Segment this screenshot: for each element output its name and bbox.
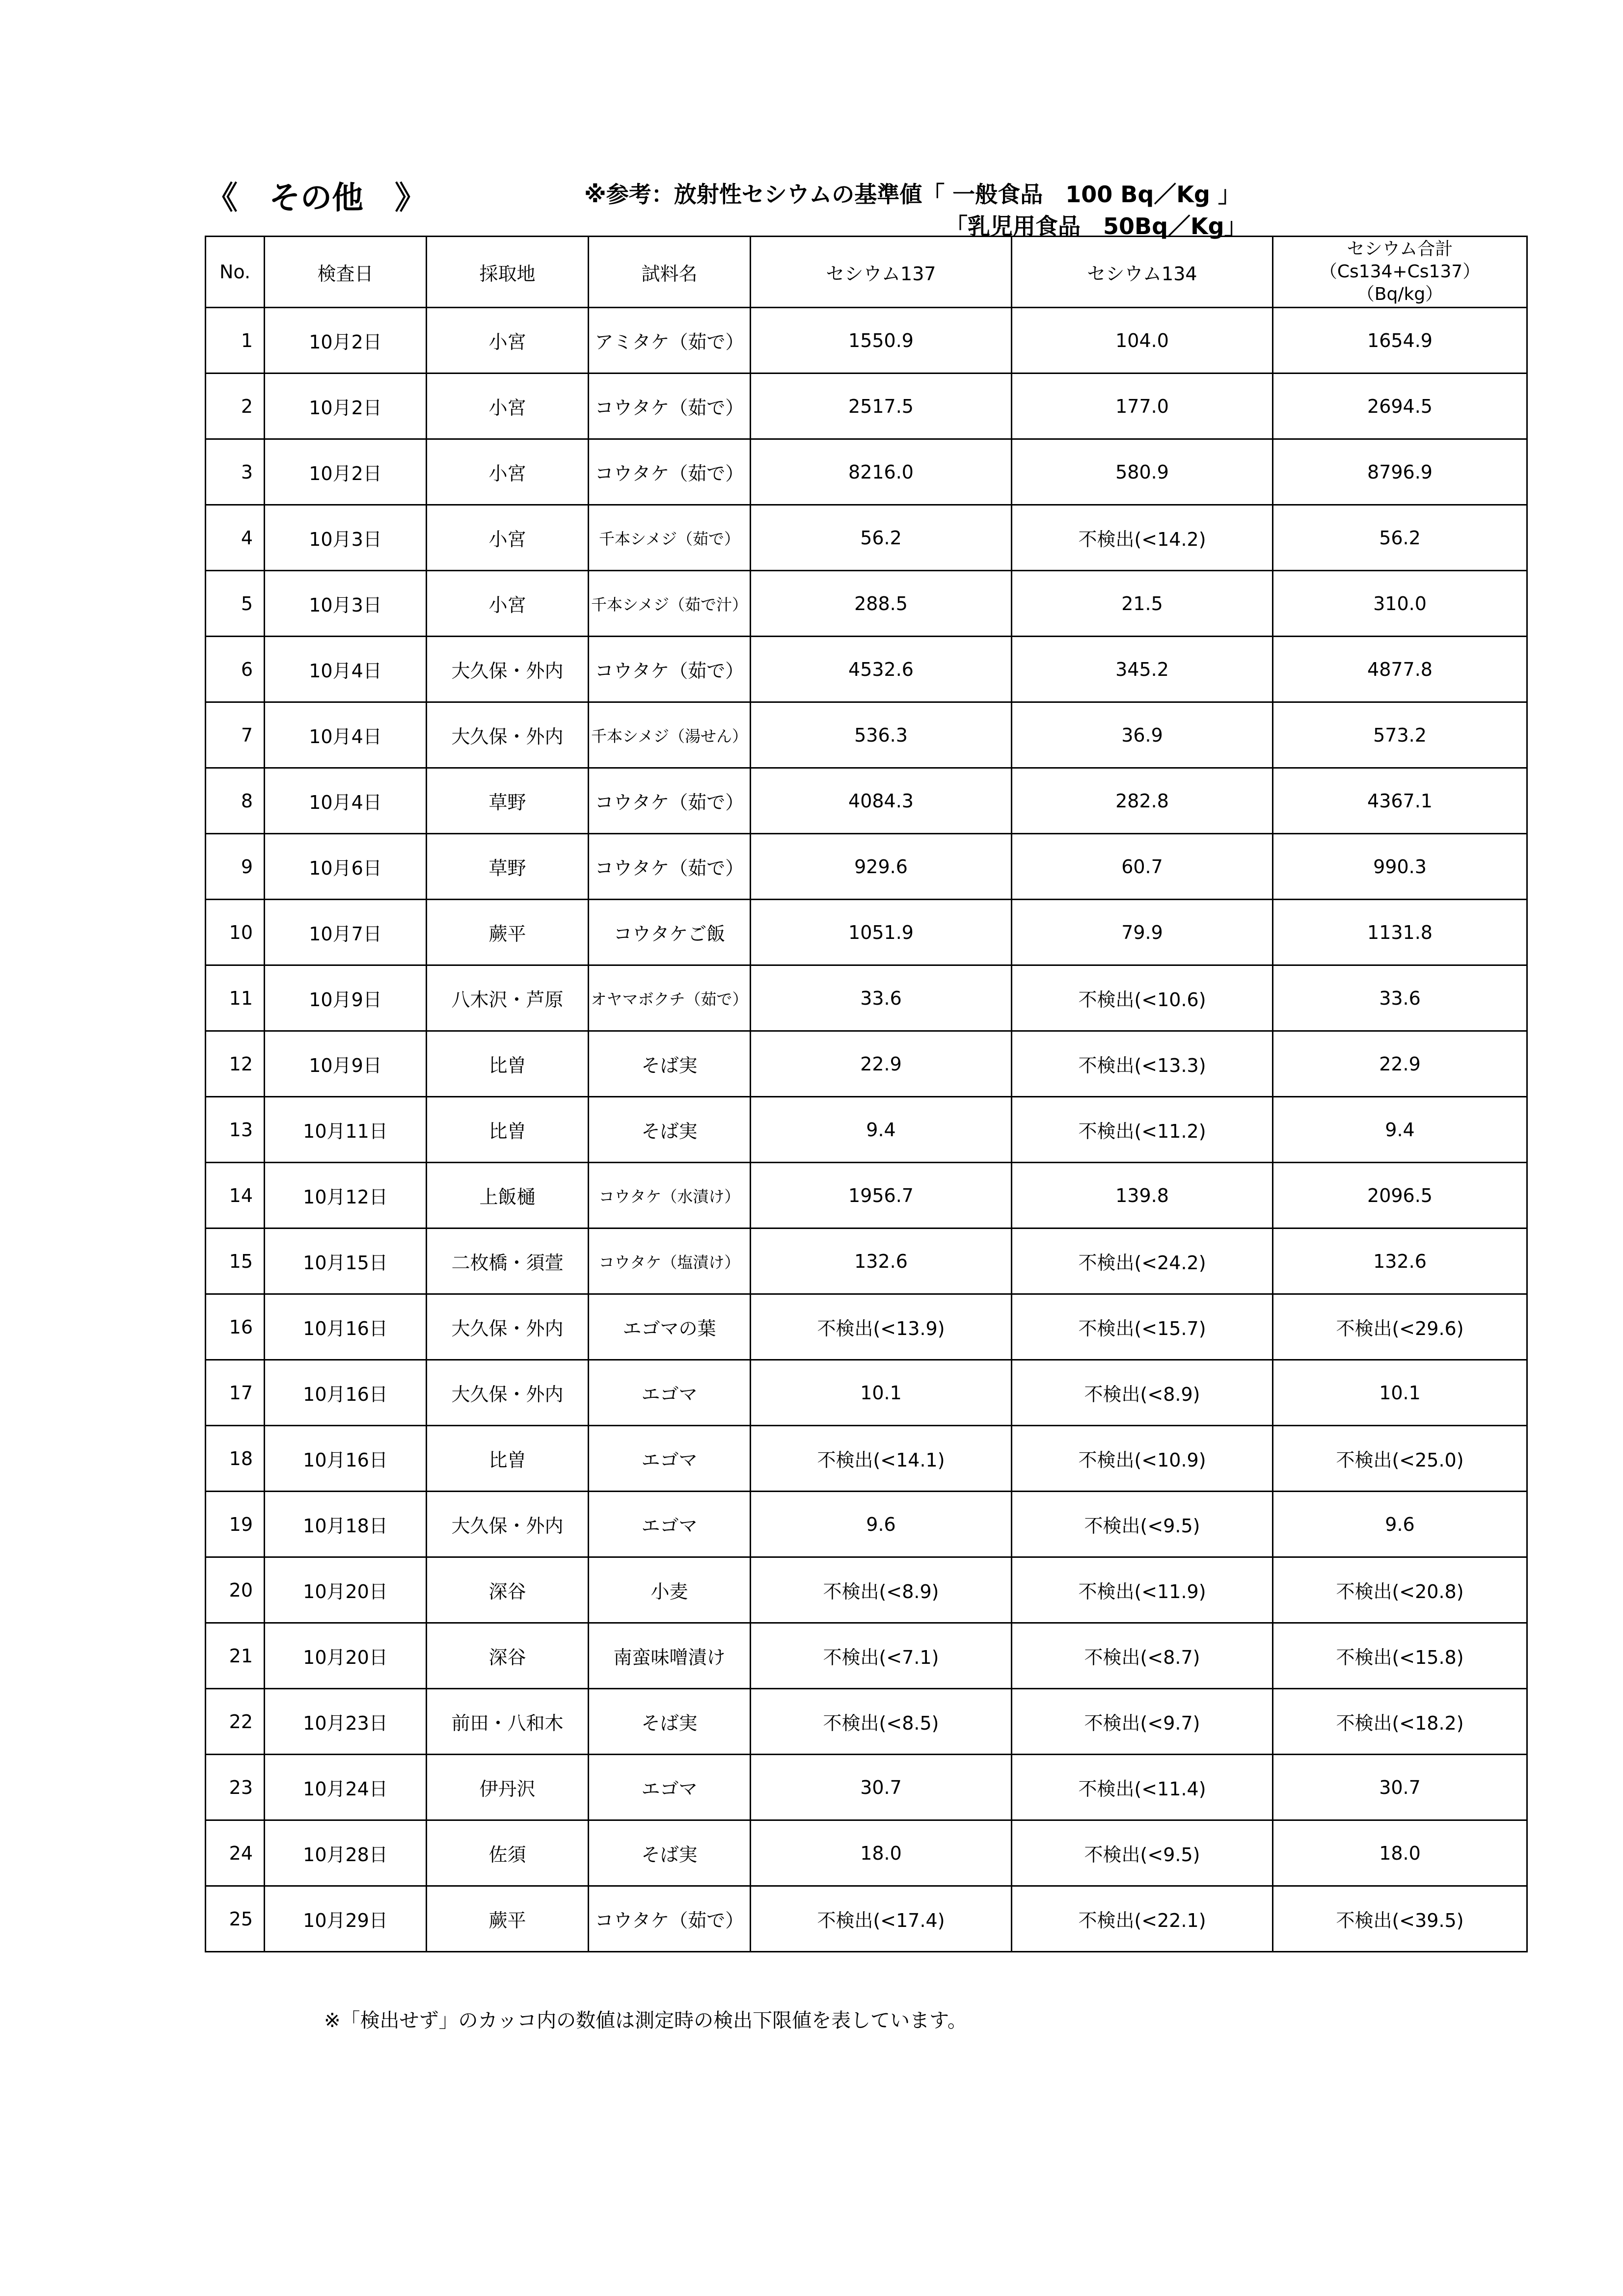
cell-sample: そば実	[589, 1689, 751, 1755]
cell-location: 比曽	[427, 1031, 589, 1097]
cell-total: 不検出(<15.8)	[1273, 1623, 1527, 1689]
cell-location: 小宮	[427, 374, 589, 439]
cell-location: 草野	[427, 768, 589, 834]
cell-cs137: 18.0	[751, 1820, 1012, 1886]
cell-location: 小宮	[427, 308, 589, 374]
cell-cs137: 8216.0	[751, 439, 1012, 505]
cell-cs134: 不検出(<9.7)	[1012, 1689, 1273, 1755]
cell-location: 大久保・外内	[427, 702, 589, 768]
table-row	[206, 1820, 1527, 1886]
cell-sample: そば実	[589, 1097, 751, 1163]
cell-cs137: 929.6	[751, 834, 1012, 900]
cell-location: 小宮	[427, 439, 589, 505]
cell-cs137: 10.1	[751, 1360, 1012, 1426]
cell-no: 8	[206, 768, 265, 834]
cell-cs134: 不検出(<10.6)	[1012, 965, 1273, 1031]
cell-no: 5	[206, 571, 265, 637]
cell-sample: コウタケ（茹で）	[589, 768, 751, 834]
cell-cs137: 1956.7	[751, 1163, 1012, 1228]
table-row	[206, 1623, 1527, 1689]
cell-location: 深谷	[427, 1623, 589, 1689]
cell-date: 10月4日	[265, 768, 427, 834]
cell-cs137: 9.4	[751, 1097, 1012, 1163]
table-row	[206, 308, 1527, 374]
cell-total: 不検出(<39.5)	[1273, 1886, 1527, 1952]
cell-no: 11	[206, 965, 265, 1031]
cell-no: 25	[206, 1886, 265, 1952]
cell-total: 1131.8	[1273, 900, 1527, 965]
cell-date: 10月24日	[265, 1755, 427, 1820]
cell-date: 10月20日	[265, 1557, 427, 1623]
cell-no: 16	[206, 1294, 265, 1360]
header-total	[1273, 237, 1527, 308]
table-row	[206, 1360, 1527, 1426]
table-row	[206, 965, 1527, 1031]
cell-cs137: 30.7	[751, 1755, 1012, 1820]
cell-cs137: 288.5	[751, 571, 1012, 637]
cell-total: 30.7	[1273, 1755, 1527, 1820]
cell-sample: エゴマ	[589, 1492, 751, 1557]
cell-cs137: 4084.3	[751, 768, 1012, 834]
cell-location: 二枚橋・須萱	[427, 1228, 589, 1294]
cell-location: 草野	[427, 834, 589, 900]
cell-location: 比曽	[427, 1097, 589, 1163]
cell-total: 4877.8	[1273, 637, 1527, 702]
reference-standard-infant: 「乳児用食品 50Bq／Kg」	[945, 213, 1247, 240]
cell-date: 10月3日	[265, 505, 427, 571]
cell-total: 310.0	[1273, 571, 1527, 637]
table-row	[206, 1228, 1527, 1294]
cell-date: 10月16日	[265, 1294, 427, 1360]
cell-cs137: 2517.5	[751, 374, 1012, 439]
cell-total: 132.6	[1273, 1228, 1527, 1294]
cell-total: 10.1	[1273, 1360, 1527, 1426]
cell-sample: コウタケご飯	[589, 900, 751, 965]
cell-sample: コウタケ（茹で）	[589, 637, 751, 702]
table-body	[206, 308, 1527, 1952]
cell-total: 不検出(<20.8)	[1273, 1557, 1527, 1623]
cell-date: 10月15日	[265, 1228, 427, 1294]
cell-no: 17	[206, 1360, 265, 1426]
cell-cs134: 不検出(<14.2)	[1012, 505, 1273, 571]
cell-cs134: 282.8	[1012, 768, 1273, 834]
cell-no: 12	[206, 1031, 265, 1097]
cell-no: 22	[206, 1689, 265, 1755]
cell-date: 10月11日	[265, 1097, 427, 1163]
cell-cs137: 不検出(<14.1)	[751, 1426, 1012, 1492]
table-row	[206, 702, 1527, 768]
cell-sample: 千本シメジ（茹で汁）	[589, 571, 751, 637]
cell-sample: エゴマの葉	[589, 1294, 751, 1360]
cell-date: 10月4日	[265, 637, 427, 702]
header-cs134: セシウム134	[1012, 237, 1273, 308]
cell-location: 蕨平	[427, 1886, 589, 1952]
cell-total: 2096.5	[1273, 1163, 1527, 1228]
table-row	[206, 900, 1527, 965]
table-row	[206, 439, 1527, 505]
cell-sample: 小麦	[589, 1557, 751, 1623]
cell-location: 前田・八和木	[427, 1689, 589, 1755]
cell-location: 大久保・外内	[427, 1294, 589, 1360]
cell-total: 9.4	[1273, 1097, 1527, 1163]
cell-sample: コウタケ（茹で）	[589, 439, 751, 505]
cell-date: 10月20日	[265, 1623, 427, 1689]
page-title: 《 その他 》	[206, 180, 426, 216]
cell-cs134: 79.9	[1012, 900, 1273, 965]
cell-no: 14	[206, 1163, 265, 1228]
cell-cs134: 不検出(<9.5)	[1012, 1820, 1273, 1886]
cell-sample: コウタケ（茹で）	[589, 834, 751, 900]
cell-location: 大久保・外内	[427, 1360, 589, 1426]
cell-cs134: 不検出(<13.3)	[1012, 1031, 1273, 1097]
cell-no: 1	[206, 308, 265, 374]
cell-cs137: 1550.9	[751, 308, 1012, 374]
cell-date: 10月9日	[265, 965, 427, 1031]
cell-cs134: 不検出(<24.2)	[1012, 1228, 1273, 1294]
cell-cs134: 60.7	[1012, 834, 1273, 900]
cell-location: 伊丹沢	[427, 1755, 589, 1820]
cell-cs134: 不検出(<9.5)	[1012, 1492, 1273, 1557]
cell-cs137: 33.6	[751, 965, 1012, 1031]
cell-cs134: 不検出(<11.2)	[1012, 1097, 1273, 1163]
header-sample: 試料名	[589, 237, 751, 308]
cell-location: 小宮	[427, 505, 589, 571]
results-table	[205, 236, 1528, 1952]
cell-cs134: 不検出(<11.4)	[1012, 1755, 1273, 1820]
cell-sample: 千本シメジ（湯せん）	[589, 702, 751, 768]
table-row	[206, 505, 1527, 571]
cell-total: 4367.1	[1273, 768, 1527, 834]
cell-location: 大久保・外内	[427, 637, 589, 702]
cell-sample: 千本シメジ（茹で）	[589, 505, 751, 571]
cell-no: 10	[206, 900, 265, 965]
cell-cs137: 不検出(<8.9)	[751, 1557, 1012, 1623]
cell-cs134: 36.9	[1012, 702, 1273, 768]
cell-total: 990.3	[1273, 834, 1527, 900]
cell-location: 深谷	[427, 1557, 589, 1623]
cell-sample: コウタケ（水漬け）	[589, 1163, 751, 1228]
cell-date: 10月12日	[265, 1163, 427, 1228]
cell-sample: エゴマ	[589, 1426, 751, 1492]
cell-cs134: 139.8	[1012, 1163, 1273, 1228]
cell-date: 10月2日	[265, 308, 427, 374]
cell-date: 10月29日	[265, 1886, 427, 1952]
cell-sample: アミタケ（茹で）	[589, 308, 751, 374]
cell-no: 24	[206, 1820, 265, 1886]
cell-total: 573.2	[1273, 702, 1527, 768]
cell-cs137: 132.6	[751, 1228, 1012, 1294]
cell-cs137: 9.6	[751, 1492, 1012, 1557]
cell-total: 不検出(<29.6)	[1273, 1294, 1527, 1360]
cell-cs134: 不検出(<15.7)	[1012, 1294, 1273, 1360]
header-location: 採取地	[427, 237, 589, 308]
cell-location: 大久保・外内	[427, 1492, 589, 1557]
cell-date: 10月6日	[265, 834, 427, 900]
cell-sample: コウタケ（茹で）	[589, 1886, 751, 1952]
cell-location: 蕨平	[427, 900, 589, 965]
cell-date: 10月2日	[265, 439, 427, 505]
table-row	[206, 1097, 1527, 1163]
header-total-unit: （Bq/kg）	[1356, 284, 1443, 304]
cell-sample: エゴマ	[589, 1360, 751, 1426]
cell-cs137: 56.2	[751, 505, 1012, 571]
cell-cs134: 不検出(<22.1)	[1012, 1886, 1273, 1952]
cell-no: 23	[206, 1755, 265, 1820]
cell-location: 小宮	[427, 571, 589, 637]
header-total-formula: （Cs134+Cs137）	[1319, 262, 1481, 282]
cell-cs134: 不検出(<8.9)	[1012, 1360, 1273, 1426]
cell-cs137: 4532.6	[751, 637, 1012, 702]
header-no: No.	[206, 237, 265, 308]
cell-cs134: 21.5	[1012, 571, 1273, 637]
cell-date: 10月16日	[265, 1426, 427, 1492]
cell-cs137: 不検出(<7.1)	[751, 1623, 1012, 1689]
cell-sample: そば実	[589, 1820, 751, 1886]
cell-no: 21	[206, 1623, 265, 1689]
cell-total: 9.6	[1273, 1492, 1527, 1557]
table-row	[206, 1294, 1527, 1360]
cell-cs137: 22.9	[751, 1031, 1012, 1097]
cell-date: 10月28日	[265, 1820, 427, 1886]
table-row	[206, 571, 1527, 637]
cell-date: 10月2日	[265, 374, 427, 439]
cell-cs134: 345.2	[1012, 637, 1273, 702]
cell-no: 20	[206, 1557, 265, 1623]
cell-total: 18.0	[1273, 1820, 1527, 1886]
cell-total: 不検出(<18.2)	[1273, 1689, 1527, 1755]
cell-sample: オヤマボクチ（茹で）	[589, 965, 751, 1031]
cell-no: 13	[206, 1097, 265, 1163]
cell-total: 2694.5	[1273, 374, 1527, 439]
cell-date: 10月3日	[265, 571, 427, 637]
header-date: 検査日	[265, 237, 427, 308]
cell-no: 7	[206, 702, 265, 768]
cell-cs137: 1051.9	[751, 900, 1012, 965]
cell-cs134: 不検出(<11.9)	[1012, 1557, 1273, 1623]
cell-cs134: 580.9	[1012, 439, 1273, 505]
cell-location: 比曽	[427, 1426, 589, 1492]
cell-no: 19	[206, 1492, 265, 1557]
cell-no: 6	[206, 637, 265, 702]
reference-standard-general: ※参考：放射性セシウムの基準値「 一般食品 100 Bq／Kg 」	[584, 181, 1241, 208]
table-row	[206, 1755, 1527, 1820]
table-header-row	[206, 237, 1527, 308]
table-row	[206, 374, 1527, 439]
header-cs137: セシウム137	[751, 237, 1012, 308]
table-row	[206, 1689, 1527, 1755]
cell-cs137: 不検出(<8.5)	[751, 1689, 1012, 1755]
cell-location: 佐須	[427, 1820, 589, 1886]
cell-cs137: 不検出(<17.4)	[751, 1886, 1012, 1952]
cell-no: 4	[206, 505, 265, 571]
cell-sample: コウタケ（茹で）	[589, 374, 751, 439]
cell-total: 1654.9	[1273, 308, 1527, 374]
cell-cs137: 536.3	[751, 702, 1012, 768]
table-row	[206, 1492, 1527, 1557]
cell-no: 2	[206, 374, 265, 439]
cell-cs134: 不検出(<8.7)	[1012, 1623, 1273, 1689]
table-row	[206, 834, 1527, 900]
cell-date: 10月9日	[265, 1031, 427, 1097]
table-row	[206, 1031, 1527, 1097]
cell-date: 10月4日	[265, 702, 427, 768]
cell-cs134: 177.0	[1012, 374, 1273, 439]
table-row	[206, 1557, 1527, 1623]
cell-date: 10月23日	[265, 1689, 427, 1755]
cell-no: 3	[206, 439, 265, 505]
cell-total: 33.6	[1273, 965, 1527, 1031]
table-row	[206, 1163, 1527, 1228]
cell-cs134: 不検出(<10.9)	[1012, 1426, 1273, 1492]
cell-no: 9	[206, 834, 265, 900]
cell-total: 不検出(<25.0)	[1273, 1426, 1527, 1492]
cell-total: 8796.9	[1273, 439, 1527, 505]
cell-total: 56.2	[1273, 505, 1527, 571]
cell-date: 10月18日	[265, 1492, 427, 1557]
header-total-title: セシウム合計	[1347, 239, 1453, 259]
cell-cs134: 104.0	[1012, 308, 1273, 374]
cell-date: 10月16日	[265, 1360, 427, 1426]
cell-location: 上飯樋	[427, 1163, 589, 1228]
cell-date: 10月7日	[265, 900, 427, 965]
cell-cs137: 不検出(<13.9)	[751, 1294, 1012, 1360]
table-row	[206, 1886, 1527, 1952]
cell-location: 八木沢・芦原	[427, 965, 589, 1031]
table-row	[206, 768, 1527, 834]
table-row	[206, 637, 1527, 702]
table-row	[206, 1426, 1527, 1492]
cell-sample: 南蛮味噌漬け	[589, 1623, 751, 1689]
cell-total: 22.9	[1273, 1031, 1527, 1097]
cell-sample: エゴマ	[589, 1755, 751, 1820]
footnote: ※「検出せず」のカッコ内の数値は測定時の検出下限値を表しています。	[324, 2009, 967, 2032]
cell-sample: コウタケ（塩漬け）	[589, 1228, 751, 1294]
cell-no: 18	[206, 1426, 265, 1492]
cell-no: 15	[206, 1228, 265, 1294]
cell-sample: そば実	[589, 1031, 751, 1097]
